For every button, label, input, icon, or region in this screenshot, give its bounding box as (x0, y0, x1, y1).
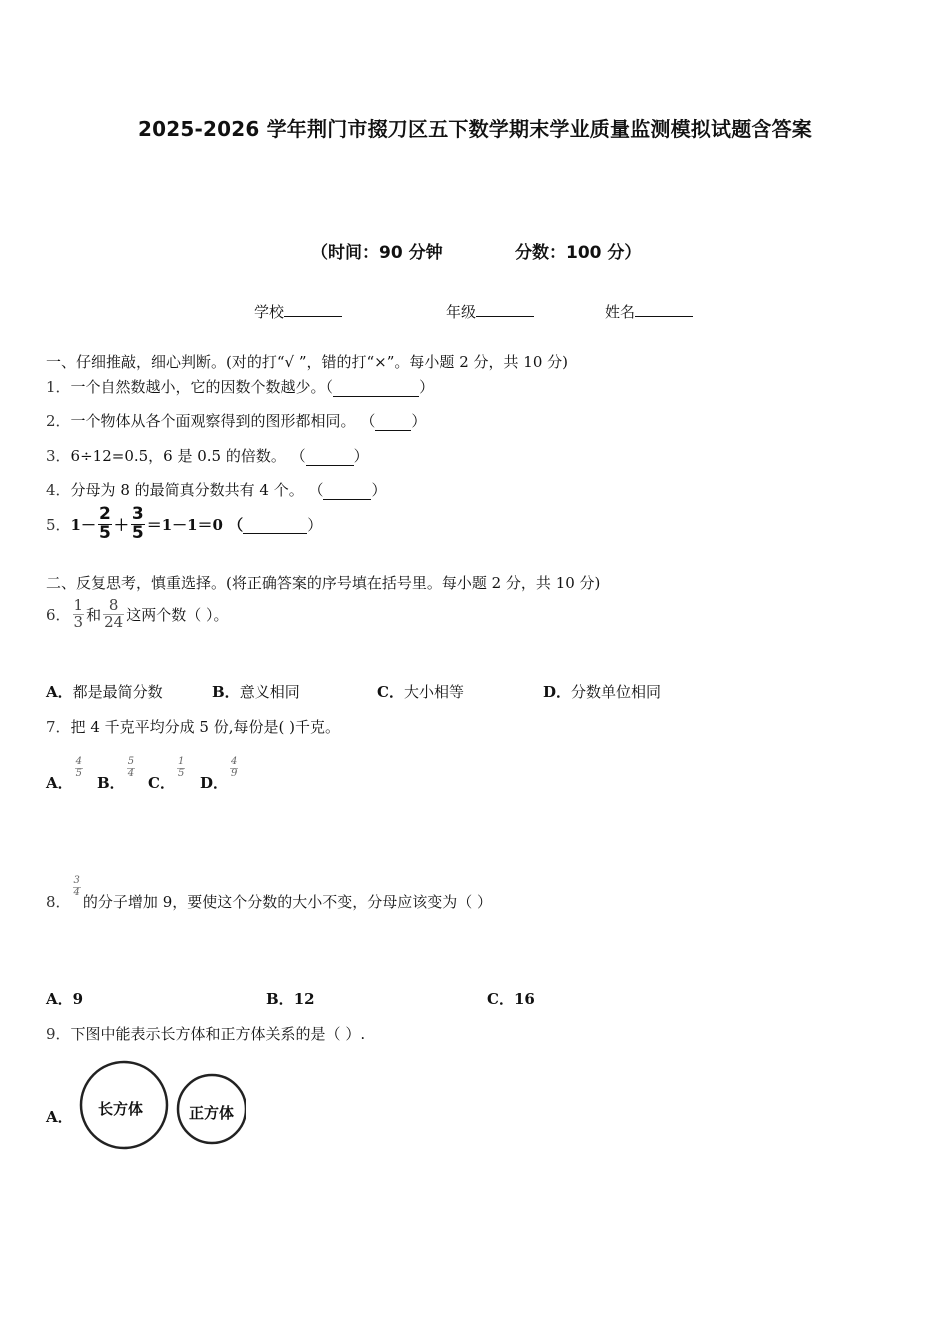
numerator: 1 (73, 596, 84, 614)
numerator: 1 (177, 756, 185, 767)
fraction-5-4 (127, 757, 135, 779)
question-2 (46, 410, 426, 431)
denominator: 5 (131, 522, 144, 543)
numerator: 4 (75, 756, 83, 767)
denominator: 4 (73, 886, 80, 898)
expr-lead: 1－ (70, 515, 96, 534)
option-label: A． (46, 683, 73, 701)
name-field[interactable] (605, 301, 693, 322)
paren-close: ） (307, 515, 323, 534)
q7-option-d[interactable] (200, 756, 240, 792)
denominator: 5 (75, 767, 83, 779)
fraction-4-9 (230, 757, 238, 779)
option-label: D． (543, 683, 572, 701)
q9-diagram-a (74, 1058, 246, 1154)
question-text: 分母为 8 的最简真分数共有 4 个。 （ (70, 481, 324, 499)
question-number: 7． (46, 718, 71, 736)
section2-heading: 二、反复思考，慎重选择。(将正确答案的序号填在括号里。每小题 2 分，共 10 分) (46, 574, 601, 592)
denominator: 5 (177, 767, 185, 779)
denominator: 3 (73, 612, 84, 631)
school-label: 学校 (254, 303, 285, 321)
option-text: 都是最简分数 (72, 683, 163, 701)
answer-blank[interactable] (333, 378, 419, 397)
question-number: 4． (46, 481, 71, 499)
option-text: 意义相同 (239, 683, 300, 701)
option-label: C． (148, 774, 175, 792)
option-label: D． (200, 774, 229, 792)
cuboid-label: 长方体 (98, 1100, 144, 1118)
option-label: B． (97, 774, 125, 792)
question-number: 2． (46, 412, 71, 430)
school-field[interactable] (254, 301, 342, 322)
numerator: 5 (127, 756, 135, 767)
numerator: 4 (231, 756, 238, 767)
denominator: 9 (231, 767, 238, 779)
q8-option-b[interactable] (266, 988, 315, 1009)
paren-close: ） (353, 447, 369, 465)
question-number: 9． (46, 1025, 71, 1043)
paren-close: ） (411, 412, 427, 430)
page-title: 2025-2026 学年荆门市掇刀区五下数学期末学业质量监测模拟试题含答案 (138, 117, 812, 141)
paren-close: ） (371, 481, 387, 499)
option-text: 大小相等 (403, 683, 464, 701)
option-label: C． (487, 990, 514, 1008)
q7-option-a[interactable] (46, 756, 85, 792)
question-text: 一个物体从各个面观察得到的图形都相同。 （ (70, 412, 376, 430)
question-3 (46, 445, 369, 466)
question-number: 3． (46, 447, 71, 465)
paren-close: ） (419, 378, 435, 396)
plus-sign: ＋ (113, 515, 129, 534)
denominator: 5 (98, 522, 111, 543)
q8-option-c[interactable] (487, 988, 535, 1009)
q8-option-a[interactable] (46, 988, 83, 1009)
answer-blank[interactable] (323, 481, 371, 500)
fraction-1-3 (73, 598, 85, 631)
question-number: 8． (46, 893, 71, 911)
q6-option-d[interactable] (543, 681, 661, 702)
q7-option-b[interactable] (97, 756, 137, 792)
question-text: 下图中能表示长方体和正方体关系的是（ ）. (70, 1025, 366, 1043)
question-6 (46, 598, 228, 631)
fraction-3-4 (73, 876, 81, 898)
expr-tail: ＝1－1＝0 （ (146, 515, 244, 534)
exam-time: （时间：90 分钟 (311, 243, 443, 263)
option-label: B． (212, 683, 240, 701)
grade-blank[interactable] (476, 301, 534, 317)
option-label: A． (46, 774, 73, 792)
answer-blank[interactable] (375, 412, 411, 431)
denominator: 4 (127, 767, 135, 779)
option-label: B． (266, 990, 294, 1008)
answer-blank[interactable] (243, 515, 307, 534)
option-text: 12 (293, 990, 315, 1008)
question-number: 1． (46, 378, 71, 396)
question-text: 把 4 千克平均分成 5 份,每份是( )千克。 (70, 718, 340, 736)
numerator: 8 (108, 596, 119, 614)
answer-blank[interactable] (306, 447, 354, 466)
exam-score: 分数：100 分） (515, 243, 642, 263)
name-blank[interactable] (635, 301, 693, 317)
question-number: 6． (46, 605, 71, 624)
q6-option-b[interactable] (212, 681, 300, 702)
q9-option-a[interactable] (46, 1106, 73, 1127)
fraction-1-5 (177, 757, 185, 779)
numerator: 3 (73, 875, 80, 886)
question-7 (46, 716, 340, 737)
option-text: 16 (513, 990, 535, 1008)
question-text: 6÷12=0.5，6 是 0.5 的倍数。 （ (70, 447, 306, 465)
option-text: 分数单位相同 (571, 683, 662, 701)
option-label: A． (46, 990, 73, 1008)
section1-heading: 一、仔细推敲，细心判断。(对的打“√ ”，错的打“×”。每小题 2 分，共 10 分) (46, 353, 568, 371)
school-blank[interactable] (284, 301, 342, 317)
fraction-4-5 (75, 757, 83, 779)
q6-option-a[interactable] (46, 681, 163, 702)
fraction-8-24 (103, 598, 124, 631)
grade-field[interactable] (446, 301, 534, 322)
numerator: 3 (131, 504, 144, 524)
cube-label: 正方体 (189, 1104, 235, 1122)
fraction-2-5 (98, 506, 112, 543)
fraction-3-5 (131, 506, 145, 543)
question-5 (46, 506, 322, 543)
question-text: 的分子增加 9，要使这个分数的大小不变，分母应该变为（ ） (82, 893, 493, 911)
numerator: 2 (98, 504, 111, 524)
option-label: C． (377, 683, 404, 701)
option-label: A． (46, 1108, 73, 1126)
question-9 (46, 1023, 365, 1044)
q7-option-c[interactable] (148, 756, 187, 792)
denominator: 24 (104, 612, 124, 631)
question-8 (46, 876, 492, 910)
grade-label: 年级 (446, 303, 477, 321)
question-text: 这两个数（ ）。 (126, 605, 229, 624)
question-number: 5． (46, 515, 71, 534)
question-1 (46, 376, 434, 397)
question-4 (46, 479, 387, 500)
q6-option-c[interactable] (377, 681, 464, 702)
option-text: 9 (72, 990, 84, 1008)
name-label: 姓名 (605, 303, 636, 321)
question-text: 一个自然数越小，它的因数个数越少。（ (70, 378, 334, 396)
connector-text: 和 (86, 605, 102, 624)
